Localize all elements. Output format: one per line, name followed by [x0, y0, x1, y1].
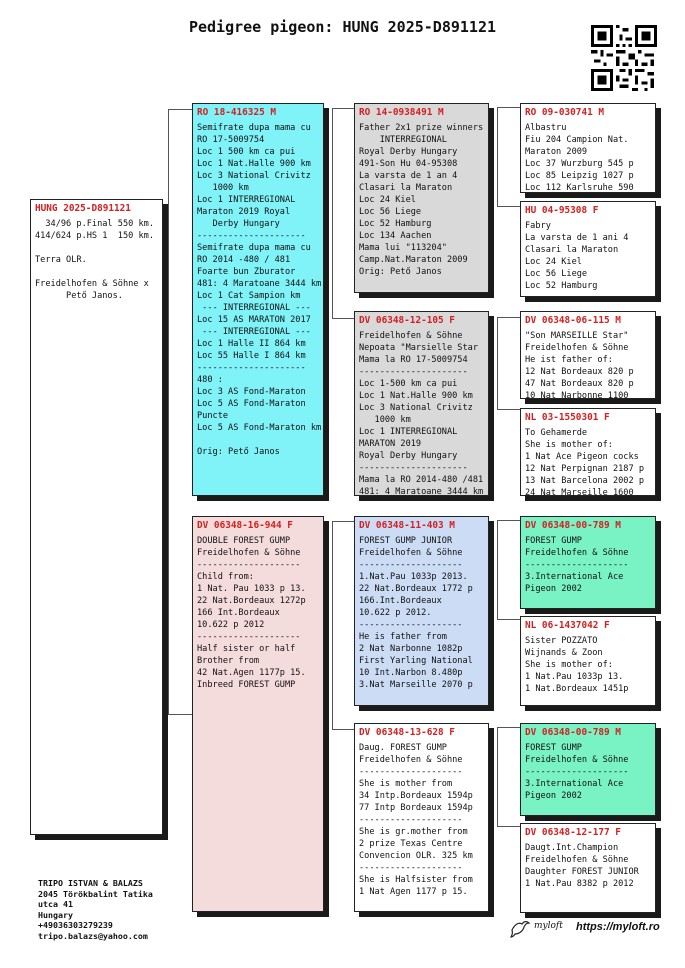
- card-note-line: 13 Nat Barcelona 2002 p: [525, 476, 644, 486]
- card-note-line: She is Halfsister from: [359, 875, 473, 885]
- card-note-line: Loc 5 AS Fond-Maraton km: [197, 423, 322, 433]
- card-note-line: She is mother from: [359, 779, 453, 789]
- card-note-line: Freidelhofen & Söhne: [197, 548, 301, 558]
- card-note-line: [35, 242, 158, 254]
- card-note-line: Loc 1 500 km ca pui: [197, 147, 296, 157]
- card-note-line: Loc 52 Hamburg: [525, 281, 598, 291]
- ring-number: RO 09-030741 M: [525, 107, 605, 118]
- card-note-line: La varsta de 1 ani 4: [525, 233, 629, 243]
- brand-logo-text: myloft: [534, 921, 563, 931]
- card-note-line: Albastru: [525, 123, 567, 133]
- card-note-line: Pigeon 2002: [525, 791, 582, 801]
- connector-line: [497, 317, 520, 318]
- card-note-line: 34 Intp.Bordeaux 1594p: [359, 791, 473, 801]
- card-note-line: Freidelhofen & Söhne: [525, 548, 629, 558]
- qr-code: [591, 25, 657, 91]
- card-notes: [359, 122, 484, 278]
- card-note-line: Freidelhofen & Söhne: [359, 755, 463, 765]
- card-note-line: 1 Nat.Pau 8382 p 2012: [525, 879, 634, 889]
- ring-number: HUNG 2025-D891121: [35, 203, 131, 214]
- card-note-line: Half sister or half: [197, 644, 296, 654]
- ring-number: DV 06348-16-944 F: [197, 520, 293, 531]
- card-note-line: Father 2x1 prize winners: [359, 123, 484, 133]
- card-note-line: Orig: Pető Janos: [197, 447, 280, 457]
- card-notes: [525, 842, 651, 890]
- connector-line: [332, 108, 333, 319]
- card-note-line: Child from:: [197, 572, 254, 582]
- card-note-line: Loc 3 National Crivitz: [197, 171, 311, 181]
- card-notes: [525, 330, 651, 399]
- card-note-line: --------------------: [525, 560, 629, 570]
- card-note-line: 414/624 p.HS 1 150 km.: [35, 231, 154, 241]
- card-notes: [525, 535, 651, 595]
- pedigree-card-dam-dam-sire[interactable]: [520, 723, 656, 816]
- connector-line: [168, 109, 169, 715]
- pedigree-card-dam-sire-sire[interactable]: [520, 516, 656, 609]
- card-note-line: Clasari la Maraton: [525, 245, 619, 255]
- card-note-line: Loc 15 AS MARATON 2017: [197, 315, 311, 325]
- ring-number: RO 18-416325 M: [197, 107, 277, 118]
- card-note-line: Daugt.Int.Champion: [525, 843, 619, 853]
- card-note-line: Maraton 2009: [525, 147, 588, 157]
- card-note-line: 2 Nat Narbonne 1082p: [359, 644, 463, 654]
- card-note-line: 10.622 p 2012.: [359, 608, 432, 618]
- owner-line: 2045 Törökbalint Tatika: [38, 888, 153, 899]
- card-note-line: Daughter FOREST JUNIOR: [525, 867, 639, 877]
- ring-number: RO 14-0938491 M: [359, 107, 444, 118]
- card-note-line: 10 Int.Narbon 8.480p: [359, 668, 463, 678]
- card-note-line: ---------------------: [197, 363, 306, 373]
- card-note-line: 3.Nat Marseille 2070 p: [359, 680, 473, 690]
- card-note-line: Terra OLR.: [35, 255, 87, 265]
- card-note-line: La varsta de 1 an 4: [359, 171, 458, 181]
- card-note-line: Fiu 204 Campion Nat.: [525, 135, 629, 145]
- card-note-line: Loc 1-500 km ca pui: [359, 379, 458, 389]
- card-note-line: [197, 434, 319, 446]
- card-note-line: Loc 24 Kiel: [525, 257, 582, 267]
- ring-number: DV 06348-06-115 M: [525, 315, 621, 326]
- ring-number: DV 06348-12-177 F: [525, 827, 621, 838]
- card-note-line: Loc 1 Nat.Halle 900 km: [197, 159, 311, 169]
- owner-line: utca 41: [38, 899, 73, 909]
- card-note-line: ---------------------: [359, 367, 468, 377]
- card-notes: [359, 742, 484, 898]
- connector-line: [497, 317, 498, 409]
- card-note-line: Freidelhofen & Söhne x: [35, 279, 149, 289]
- pedigree-card-dam-sire[interactable]: [354, 516, 489, 706]
- card-note-line: Mama la RO 2014-480 /481: [359, 475, 484, 485]
- card-note-line: Mama la RO 17-5009754: [359, 355, 468, 365]
- card-note-line: 24 Nat Marseille 1600: [525, 488, 634, 496]
- card-note-line: 166.Int.Bordeaux: [359, 596, 442, 606]
- ring-number: HU 04-95308 F: [525, 205, 599, 216]
- card-note-line: Loc 3 National Crivitz: [359, 403, 473, 413]
- card-note-line: 491-Son Hu 04-95308: [359, 159, 458, 169]
- card-note-line: Fabry: [525, 221, 551, 231]
- card-note-line: Pigeon 2002: [525, 584, 582, 594]
- card-notes: [197, 535, 319, 691]
- card-note-line: First Yarling National: [359, 656, 473, 666]
- card-note-line: Loc 1 INTERREGIONAL: [197, 195, 296, 205]
- card-note-line: FOREST GUMP: [525, 743, 582, 753]
- card-note-line: 22 Nat.Bordeaux 1772 p: [359, 584, 473, 594]
- card-notes: [525, 220, 651, 292]
- connector-line: [332, 318, 354, 319]
- connector-line: [497, 619, 520, 620]
- owner-line: TRIPO ISTVAN & BALAZS: [38, 878, 143, 888]
- ring-number: DV 06348-13-628 F: [359, 727, 455, 738]
- card-note-line: Maraton 2019 Royal: [197, 207, 291, 217]
- card-note-line: 42 Nat.Agen 1177p 15.: [197, 668, 306, 678]
- pedigree-card-sire-sire-sire[interactable]: [520, 103, 656, 193]
- card-note-line: Loc 37 Wurzburg 545 p: [525, 159, 634, 169]
- card-note-line: 1 Nat.Bordeaux 1451p: [525, 684, 629, 694]
- card-notes: [525, 742, 651, 802]
- pedigree-card-subject[interactable]: [30, 199, 163, 835]
- connector-line: [332, 521, 354, 522]
- card-note-line: Nepoata "Marsielle Star: [359, 343, 478, 353]
- pedigree-card-sire-dam-dam[interactable]: [520, 408, 656, 496]
- owner-contact: [38, 878, 153, 941]
- card-note-line: Semifrate dupa mama cu: [197, 123, 311, 133]
- card-note-line: 12 Nat Bordeaux 820 p: [525, 367, 634, 377]
- card-note-line: "Son MARSEILLE Star": [525, 331, 629, 341]
- card-note-line: Brother from: [197, 656, 260, 666]
- card-note-line: 166 Int.Bordeaux: [197, 608, 280, 618]
- connector-line: [497, 520, 498, 620]
- card-note-line: To Gehamerde: [525, 428, 588, 438]
- card-note-line: --------------------: [525, 767, 629, 777]
- card-note-line: RO 17-5009754: [197, 135, 265, 145]
- card-notes: [525, 122, 651, 193]
- pedigree-card-dam-dam-dam[interactable]: [520, 823, 656, 913]
- connector-line: [497, 107, 520, 108]
- card-note-line: 481: 4 Maratoane 3444 km: [197, 279, 322, 289]
- connector-line: [168, 714, 192, 715]
- card-note-line: Wijnands & Zoon: [525, 648, 603, 658]
- pedigree-card-dam-dam[interactable]: [354, 723, 489, 912]
- card-note-line: Orig: Pető Janos: [359, 267, 442, 277]
- card-note-line: Loc 112 Karlsruhe 590: [525, 183, 634, 193]
- card-note-line: INTERREGIONAL: [359, 135, 447, 145]
- card-note-line: Puncte: [197, 411, 229, 421]
- card-note-line: --------------------: [197, 632, 301, 642]
- ring-number: DV 06348-00-789 M: [525, 520, 621, 531]
- card-note-line: --- INTERREGIONAL ---: [197, 327, 311, 337]
- ring-number: DV 06348-11-403 M: [359, 520, 455, 531]
- card-note-line: 1 Nat. Pau 1033 p 13.: [197, 584, 306, 594]
- owner-line: +49036303279239: [38, 920, 113, 930]
- card-note-line: Loc 1 Cat Sampion km: [197, 291, 301, 301]
- card-note-line: 10 Nat Narbonne 1100: [525, 391, 629, 399]
- card-note-line: FOREST GUMP: [525, 536, 582, 546]
- card-note-line: Loc 1 Nat.Halle 900 km: [359, 391, 473, 401]
- card-note-line: --------------------: [197, 560, 301, 570]
- card-note-line: He is father from: [359, 632, 447, 642]
- card-note-line: 1.Nat.Pau 1033p 2013.: [359, 572, 468, 582]
- connector-line: [497, 409, 520, 410]
- card-note-line: She is mother of:: [525, 440, 613, 450]
- card-note-line: 22 Nat.Bordeaux 1272p: [197, 596, 306, 606]
- card-note-line: ---------------------: [359, 463, 468, 473]
- card-note-line: [35, 266, 158, 278]
- card-note-line: 1000 km: [359, 415, 411, 425]
- card-note-line: --------------------: [359, 863, 463, 873]
- connector-line: [497, 107, 498, 206]
- pedigree-card-sire[interactable]: [192, 103, 324, 496]
- card-notes: [359, 330, 484, 496]
- card-note-line: Loc 85 Leipzig 1027 p: [525, 171, 634, 181]
- owner-line: tripo.balazs@yahoo.com: [38, 930, 148, 941]
- card-note-line: Pető Janos.: [35, 291, 123, 301]
- card-note-line: Loc 1 INTERREGIONAL: [359, 427, 458, 437]
- card-note-line: Freidelhofen & Söhne: [525, 343, 629, 353]
- card-notes: [359, 535, 484, 691]
- card-note-line: Loc 24 Kiel: [359, 195, 416, 205]
- card-note-line: --------------------: [359, 815, 463, 825]
- card-note-line: Derby Hungary: [197, 219, 280, 229]
- card-note-line: 10.622 p 2012: [197, 620, 265, 630]
- card-note-line: Freidelhofen & Söhne: [525, 855, 629, 865]
- website-link[interactable]: https://myloft.ro: [576, 921, 660, 933]
- card-note-line: --------------------: [359, 560, 463, 570]
- card-note-line: DOUBLE FOREST GUMP: [197, 536, 291, 546]
- card-note-line: Loc 52 Hamburg: [359, 219, 432, 229]
- card-notes: [35, 218, 158, 302]
- card-note-line: MARATON 2019: [359, 439, 422, 449]
- card-note-line: 3.International Ace: [525, 572, 624, 582]
- owner-line: Hungary: [38, 909, 73, 920]
- card-note-line: 77 Intp Bordeaux 1594p: [359, 803, 473, 813]
- card-note-line: --- INTERREGIONAL ---: [197, 303, 311, 313]
- pedigree-card-sire-dam-sire[interactable]: [520, 311, 656, 399]
- card-note-line: 1000 km: [197, 183, 249, 193]
- card-note-line: Loc 1 Halle II 864 km: [197, 339, 306, 349]
- card-note-line: Loc 56 Liege: [525, 269, 588, 279]
- pedigree-card-dam-sire-dam[interactable]: [520, 616, 656, 706]
- card-note-line: Semifrate dupa mama cu: [197, 243, 311, 253]
- card-note-line: --------------------: [359, 767, 463, 777]
- page-title: Pedigree pigeon: HUNG 2025-D891121: [188, 18, 497, 36]
- card-note-line: FOREST GUMP JUNIOR: [359, 536, 453, 546]
- card-note-line: 2 prize Texas Centre: [359, 839, 463, 849]
- pedigree-card-sire-sire-dam[interactable]: [520, 201, 656, 297]
- card-note-line: Royal Derby Hungary: [359, 451, 458, 461]
- card-note-line: 1 Nat.Pau 1033p 13.: [525, 672, 624, 682]
- card-note-line: 12 Nat Perpignan 2187 p: [525, 464, 644, 474]
- card-note-line: Sister POZZATO: [525, 636, 598, 646]
- card-notes: [525, 635, 651, 695]
- card-note-line: Camp.Nat.Maraton 2009: [359, 255, 468, 265]
- card-note-line: Clasari la Maraton: [359, 183, 453, 193]
- connector-line: [497, 727, 520, 728]
- ring-number: DV 06348-12-105 F: [359, 315, 455, 326]
- card-note-line: Freidelhofen & Söhne: [359, 548, 463, 558]
- card-note-line: He ist father of:: [525, 355, 613, 365]
- card-note-line: Freidelhofen & Söhne: [359, 331, 463, 341]
- card-note-line: ---------------------: [197, 231, 306, 241]
- card-note-line: 3.International Ace: [525, 779, 624, 789]
- card-note-line: Daug. FOREST GUMP: [359, 743, 447, 753]
- card-note-line: Royal Derby Hungary: [359, 147, 458, 157]
- card-note-line: 1 Nat Ace Pigeon cocks: [525, 452, 639, 462]
- connector-line: [332, 108, 354, 109]
- pedigree-card-sire-sire[interactable]: [354, 103, 489, 293]
- pedigree-card-sire-dam[interactable]: [354, 311, 489, 496]
- card-note-line: She is mother of:: [525, 660, 613, 670]
- connector-line: [168, 109, 192, 110]
- dove-logo-icon: [509, 918, 531, 940]
- ring-number: DV 06348-00-789 M: [525, 727, 621, 738]
- card-note-line: RO 2014 -480 / 481: [197, 255, 291, 265]
- card-note-line: --------------------: [359, 620, 463, 630]
- card-note-line: 1 Nat Agen 1177 p 15.: [359, 887, 468, 897]
- card-note-line: Inbreed FOREST GUMP: [197, 680, 296, 690]
- connector-line: [497, 520, 520, 521]
- connector-line: [497, 727, 498, 827]
- connector-line: [332, 521, 333, 730]
- ring-number: NL 03-1550301 F: [525, 412, 610, 423]
- connector-line: [497, 206, 520, 207]
- connector-line: [332, 729, 354, 730]
- card-note-line: Loc 55 Halle I 864 km: [197, 351, 306, 361]
- pedigree-card-dam[interactable]: [192, 516, 324, 912]
- card-note-line: 47 Nat Bordeaux 820 p: [525, 379, 634, 389]
- card-note-line: Loc 3 AS Fond-Maraton: [197, 387, 306, 397]
- card-note-line: 480 :: [197, 375, 223, 385]
- card-note-line: Freidelhofen & Söhne: [525, 755, 629, 765]
- ring-number: NL 06-1437042 F: [525, 620, 610, 631]
- card-note-line: Loc 5 AS Fond-Maraton: [197, 399, 306, 409]
- card-note-line: Loc 134 Aachen: [359, 231, 432, 241]
- card-note-line: Mama lui "113204": [359, 243, 447, 253]
- card-note-line: She is gr.mother from: [359, 827, 468, 837]
- card-notes: [197, 122, 322, 458]
- brand-footer: [509, 918, 669, 940]
- card-notes: [525, 427, 651, 496]
- card-note-line: Convencion OLR. 325 km: [359, 851, 473, 861]
- connector-line: [497, 826, 520, 827]
- card-note-line: 481: 4 Maratoane 3444 km: [359, 487, 484, 496]
- card-note-line: Loc 56 Liege: [359, 207, 422, 217]
- card-note-line: Foarte bun Zburator: [197, 267, 296, 277]
- card-note-line: 34/96 p.Final 550 km.: [35, 219, 154, 229]
